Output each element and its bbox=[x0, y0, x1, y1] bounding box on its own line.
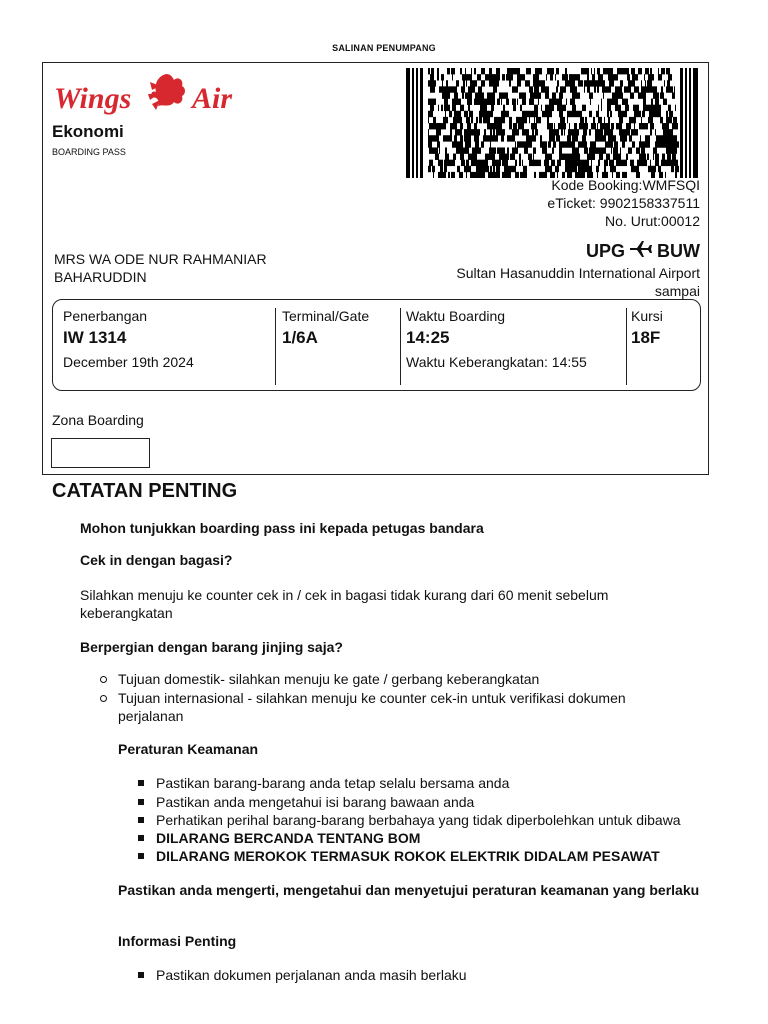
square-bullet-icon bbox=[138, 780, 144, 786]
boarding-barcode bbox=[406, 68, 698, 178]
flight-date: December 19th 2024 bbox=[63, 354, 194, 370]
checkin-text: Silahkan menuju ke counter cek in / cek in bagasi tidak kurang dari 60 menit sebelum keberangkatan bbox=[80, 587, 609, 621]
sequence-number: No. Urut:00012 bbox=[605, 213, 700, 229]
wings-air-logo bbox=[52, 68, 242, 124]
flight-info-box bbox=[52, 299, 701, 391]
airport-info bbox=[410, 264, 700, 300]
airplane-icon bbox=[629, 240, 653, 263]
carry-question: Berpergian dengan barang jinjing saja? bbox=[80, 639, 343, 655]
circle-bullet-icon bbox=[100, 676, 107, 683]
flight-number: IW 1314 bbox=[63, 328, 127, 347]
airport-name: Sultan Hasanuddin International Airport bbox=[456, 265, 700, 281]
boarding-label: Waktu Boarding bbox=[406, 308, 506, 324]
svg-text:Wings: Wings bbox=[54, 82, 132, 115]
show-pass-note: Mohon tunjukkan boarding pass ini kepada petugas bandara bbox=[80, 520, 484, 536]
seat-value: 18F bbox=[631, 328, 661, 347]
checkin-question: Cek in dengan bagasi? bbox=[80, 552, 233, 568]
square-bullet-icon bbox=[138, 972, 144, 978]
eticket-number: eTicket: 9902158337511 bbox=[547, 195, 700, 211]
travel-class: Ekonomi bbox=[52, 122, 124, 141]
agreement-note: Pastikan anda mengerti, mengetahui dan menyetujui peraturan keamanan yang berlaku bbox=[118, 882, 700, 898]
gate-label: Terminal/Gate bbox=[282, 308, 370, 324]
square-bullet-icon bbox=[138, 853, 144, 859]
document-title: SALINAN PENUMPANG bbox=[332, 43, 436, 53]
boarding-column bbox=[406, 308, 587, 370]
destination-code: BUW bbox=[657, 241, 700, 261]
column-divider bbox=[626, 308, 627, 385]
square-bullet-icon bbox=[138, 835, 144, 841]
boarding-time: 14:25 bbox=[406, 328, 450, 347]
airport-suffix: sampai bbox=[654, 283, 700, 299]
seat-column bbox=[631, 308, 663, 348]
seat-label: Kursi bbox=[631, 308, 663, 324]
security-heading: Peraturan Keamanan bbox=[118, 741, 259, 757]
boarding-zone-box bbox=[51, 438, 150, 468]
route bbox=[586, 240, 700, 263]
departure-time: Waktu Keberangkatan: 14:55 bbox=[406, 354, 587, 370]
boarding-zone-label: Zona Boarding bbox=[52, 412, 144, 428]
gate-column bbox=[282, 308, 369, 348]
flight-label: Penerbangan bbox=[63, 308, 148, 324]
booking-code: Kode Booking:WMFSQI bbox=[551, 177, 700, 193]
column-divider bbox=[275, 308, 276, 385]
square-bullet-icon bbox=[138, 817, 144, 823]
document-type: BOARDING PASS bbox=[52, 147, 126, 157]
passenger-name: MRS WA ODE NUR RAHMANIAR BAHARUDDIN bbox=[54, 251, 267, 285]
origin-code: UPG bbox=[585, 241, 625, 261]
column-divider bbox=[400, 308, 401, 385]
notes-heading: CATATAN PENTING bbox=[52, 480, 238, 502]
svg-text:Air: Air bbox=[192, 82, 233, 115]
square-bullet-icon bbox=[138, 799, 144, 805]
flight-column bbox=[63, 308, 194, 370]
info-heading: Informasi Penting bbox=[118, 933, 237, 949]
circle-bullet-icon bbox=[100, 695, 107, 702]
gate-value: 1/6A bbox=[282, 328, 318, 347]
